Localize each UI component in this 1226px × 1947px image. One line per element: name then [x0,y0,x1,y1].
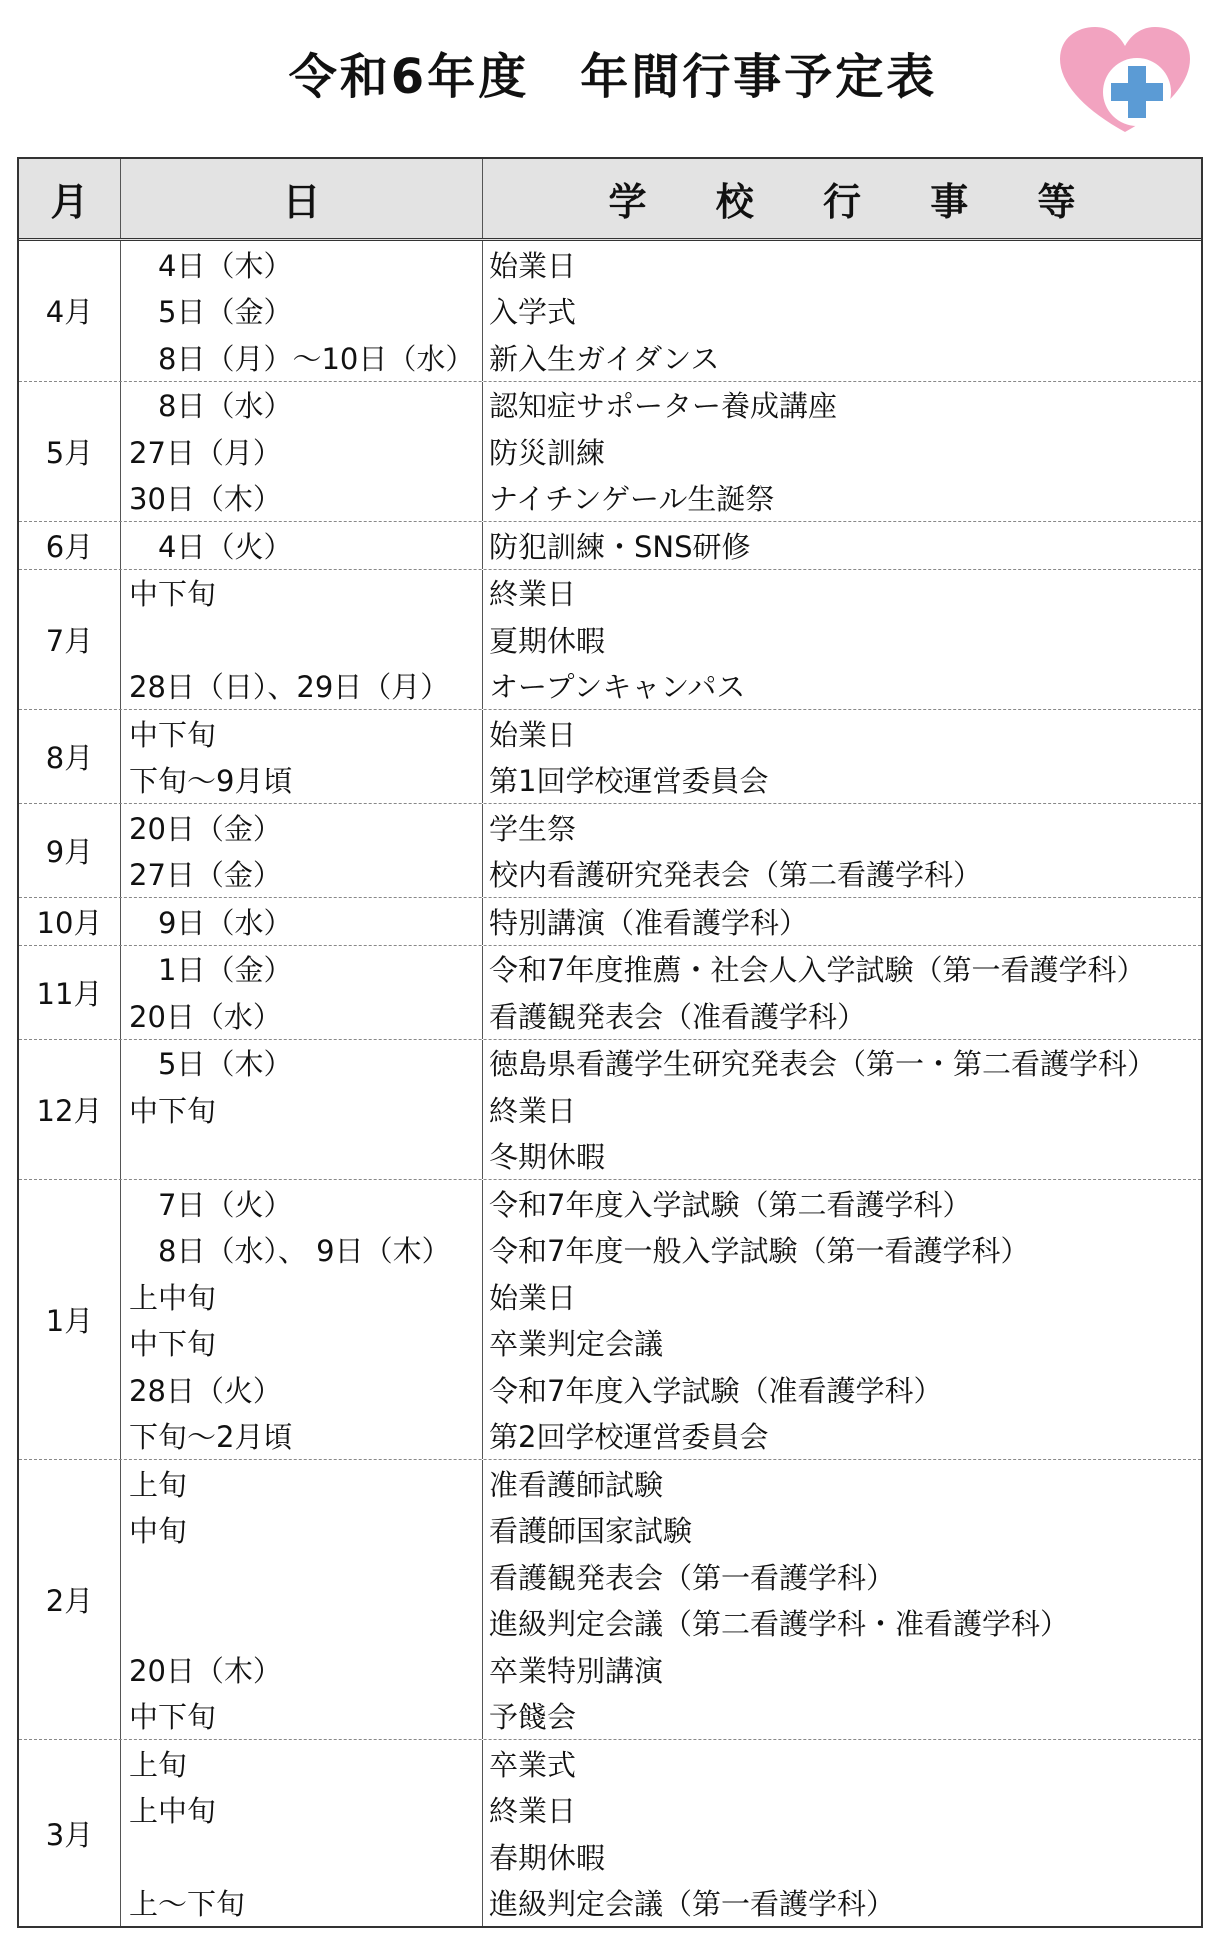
event-cell: 終業日 [489,577,577,612]
event-cell: 始業日 [489,1280,577,1315]
date-column [120,570,482,710]
date-column [120,1460,482,1739]
event-cell: 始業日 [489,248,577,283]
date-cell: 下旬～2月頃 [129,1420,293,1455]
table-header [19,159,1201,241]
date-cell: 7日（火） [129,1187,293,1222]
event-cell: 始業日 [489,717,577,752]
date-cell: 5日（金） [129,295,293,330]
event-cell: 看護師国家試験 [489,1514,693,1549]
month-block [19,1460,1201,1740]
date-cell: 8日（水）、 9日（木） [129,1234,451,1269]
date-cell: 中下旬 [129,717,217,752]
table-body [19,241,1201,1926]
event-cell: 冬期休暇 [489,1140,606,1175]
date-cell: 上～下旬 [129,1887,246,1922]
page-title: 令和6年度 年間行事予定表 [288,49,938,105]
event-cell: 第1回学校運営委員会 [489,764,769,799]
header-events: 学 校 行 事 等 [482,159,1201,238]
date-cell [121,1133,482,1180]
date-cell: 中下旬 [129,1700,217,1735]
date-cell [121,1833,482,1880]
date-cell [121,616,482,663]
event-cell: 進級判定会議（第二看護学科・准看護学科） [489,1607,1070,1642]
event-schedule-table [17,157,1203,1928]
event-cell: 校内看護研究発表会（第二看護学科） [489,858,983,893]
month-block [19,1040,1201,1181]
event-cell: 看護観発表会（第一看護学科） [489,1560,896,1595]
date-cell: 上中旬 [129,1280,217,1315]
event-cell: 徳島県看護学生研究発表会（第一・第二看護学科） [489,1047,1157,1082]
date-cell: 8日（月）～10日（水） [129,341,475,376]
date-column [120,382,482,522]
date-cell: 上旬 [129,1467,188,1502]
event-column [482,946,1201,1039]
date-column [120,946,482,1039]
date-column [120,241,482,381]
event-cell: 防犯訓練・SNS研修 [489,529,751,564]
event-cell: 特別講演（准看護学科） [489,905,809,940]
date-cell: 下旬～9月頃 [129,764,293,799]
date-cell: 9日（水） [129,905,293,940]
month-block [19,710,1201,804]
date-cell: 4日（木） [129,248,293,283]
event-cell: 准看護師試験 [489,1467,664,1502]
month-cell: 3月 [45,1817,94,1852]
date-cell [121,1553,482,1600]
date-cell [121,1600,482,1647]
event-cell: 春期休暇 [489,1840,606,1875]
event-cell: 新入生ガイダンス [489,341,720,376]
event-column [482,382,1201,522]
date-column [120,1180,482,1459]
event-cell: 卒業式 [489,1747,577,1782]
date-column [120,1740,482,1926]
date-cell: 1日（金） [129,953,293,988]
date-cell: 中下旬 [129,1093,217,1128]
month-cell: 5月 [45,435,94,470]
event-cell: 終業日 [489,1794,577,1829]
date-cell: 中下旬 [129,1327,217,1362]
event-column [482,1460,1201,1739]
event-cell: 進級判定会議（第一看護学科） [489,1887,896,1922]
date-cell: 20日（水） [129,999,282,1034]
event-cell: 夏期休暇 [489,623,606,658]
month-cell: 8月 [45,741,94,775]
month-block [19,570,1201,711]
date-cell: 中下旬 [129,577,217,612]
date-cell: 20日（木） [129,1653,282,1688]
event-cell: 令和7年度入学試験（准看護学科） [489,1373,943,1408]
event-column [482,522,1201,569]
month-block [19,241,1201,382]
month-block [19,804,1201,898]
date-cell: 27日（月） [129,435,282,470]
month-block [19,1180,1201,1460]
month-cell: 9月 [45,835,94,869]
event-cell: 第2回学校運営委員会 [489,1420,769,1455]
event-cell: 学生祭 [489,811,577,846]
event-cell: 令和7年度入学試験（第二看護学科） [489,1187,972,1222]
event-cell: 令和7年度一般入学試験（第一看護学科） [489,1234,1030,1269]
event-cell: 防災訓練 [489,435,606,470]
event-cell: オープンキャンパス [489,670,746,705]
date-cell: 20日（金） [129,811,282,846]
date-cell: 27日（金） [129,858,282,893]
date-cell: 4日（火） [129,529,293,564]
month-block [19,1740,1201,1926]
month-cell: 12月 [36,1093,103,1128]
month-cell: 4月 [45,295,94,330]
event-column [482,1180,1201,1459]
month-cell: 7月 [45,623,94,658]
date-cell: 30日（木） [129,482,282,517]
event-column [482,1040,1201,1180]
event-column [482,570,1201,710]
event-cell: 看護観発表会（准看護学科） [489,999,867,1034]
month-block [19,898,1201,946]
date-column [120,522,482,569]
date-cell: 上旬 [129,1747,188,1782]
event-column [482,1740,1201,1926]
month-cell: 2月 [45,1584,94,1618]
event-cell: 卒業特別講演 [489,1653,664,1688]
date-column [120,804,482,897]
event-cell: ナイチンゲール生誕祭 [489,482,775,517]
month-cell: 1月 [45,1304,94,1338]
event-cell: 終業日 [489,1093,577,1128]
event-cell: 認知症サポーター養成講座 [489,389,838,424]
event-cell: 卒業判定会議 [489,1327,664,1362]
date-cell: 5日（木） [129,1047,293,1082]
date-cell: 28日（火） [129,1373,282,1408]
month-cell: 11月 [36,976,103,1011]
event-column [482,804,1201,897]
month-block [19,946,1201,1040]
month-cell: 10月 [36,905,103,940]
event-cell: 入学式 [489,295,577,330]
date-cell: 28日（日）、29日（月） [129,670,450,705]
month-block [19,382,1201,523]
event-column [482,898,1201,945]
month-cell: 6月 [45,529,94,564]
heart-cross-icon [1055,22,1195,140]
header-month: 月 [50,180,89,224]
date-cell: 中旬 [129,1514,188,1549]
event-column [482,241,1201,381]
date-cell: 8日（水） [129,389,293,424]
header-date: 日 [120,159,482,238]
event-column [482,710,1201,803]
event-cell: 令和7年度推薦・社会人入学試験（第一看護学科） [489,953,1146,988]
date-column [120,898,482,945]
event-cell: 予餞会 [489,1700,577,1735]
month-block [19,522,1201,570]
date-cell: 上中旬 [129,1794,217,1829]
date-column [120,710,482,803]
date-column [120,1040,482,1180]
